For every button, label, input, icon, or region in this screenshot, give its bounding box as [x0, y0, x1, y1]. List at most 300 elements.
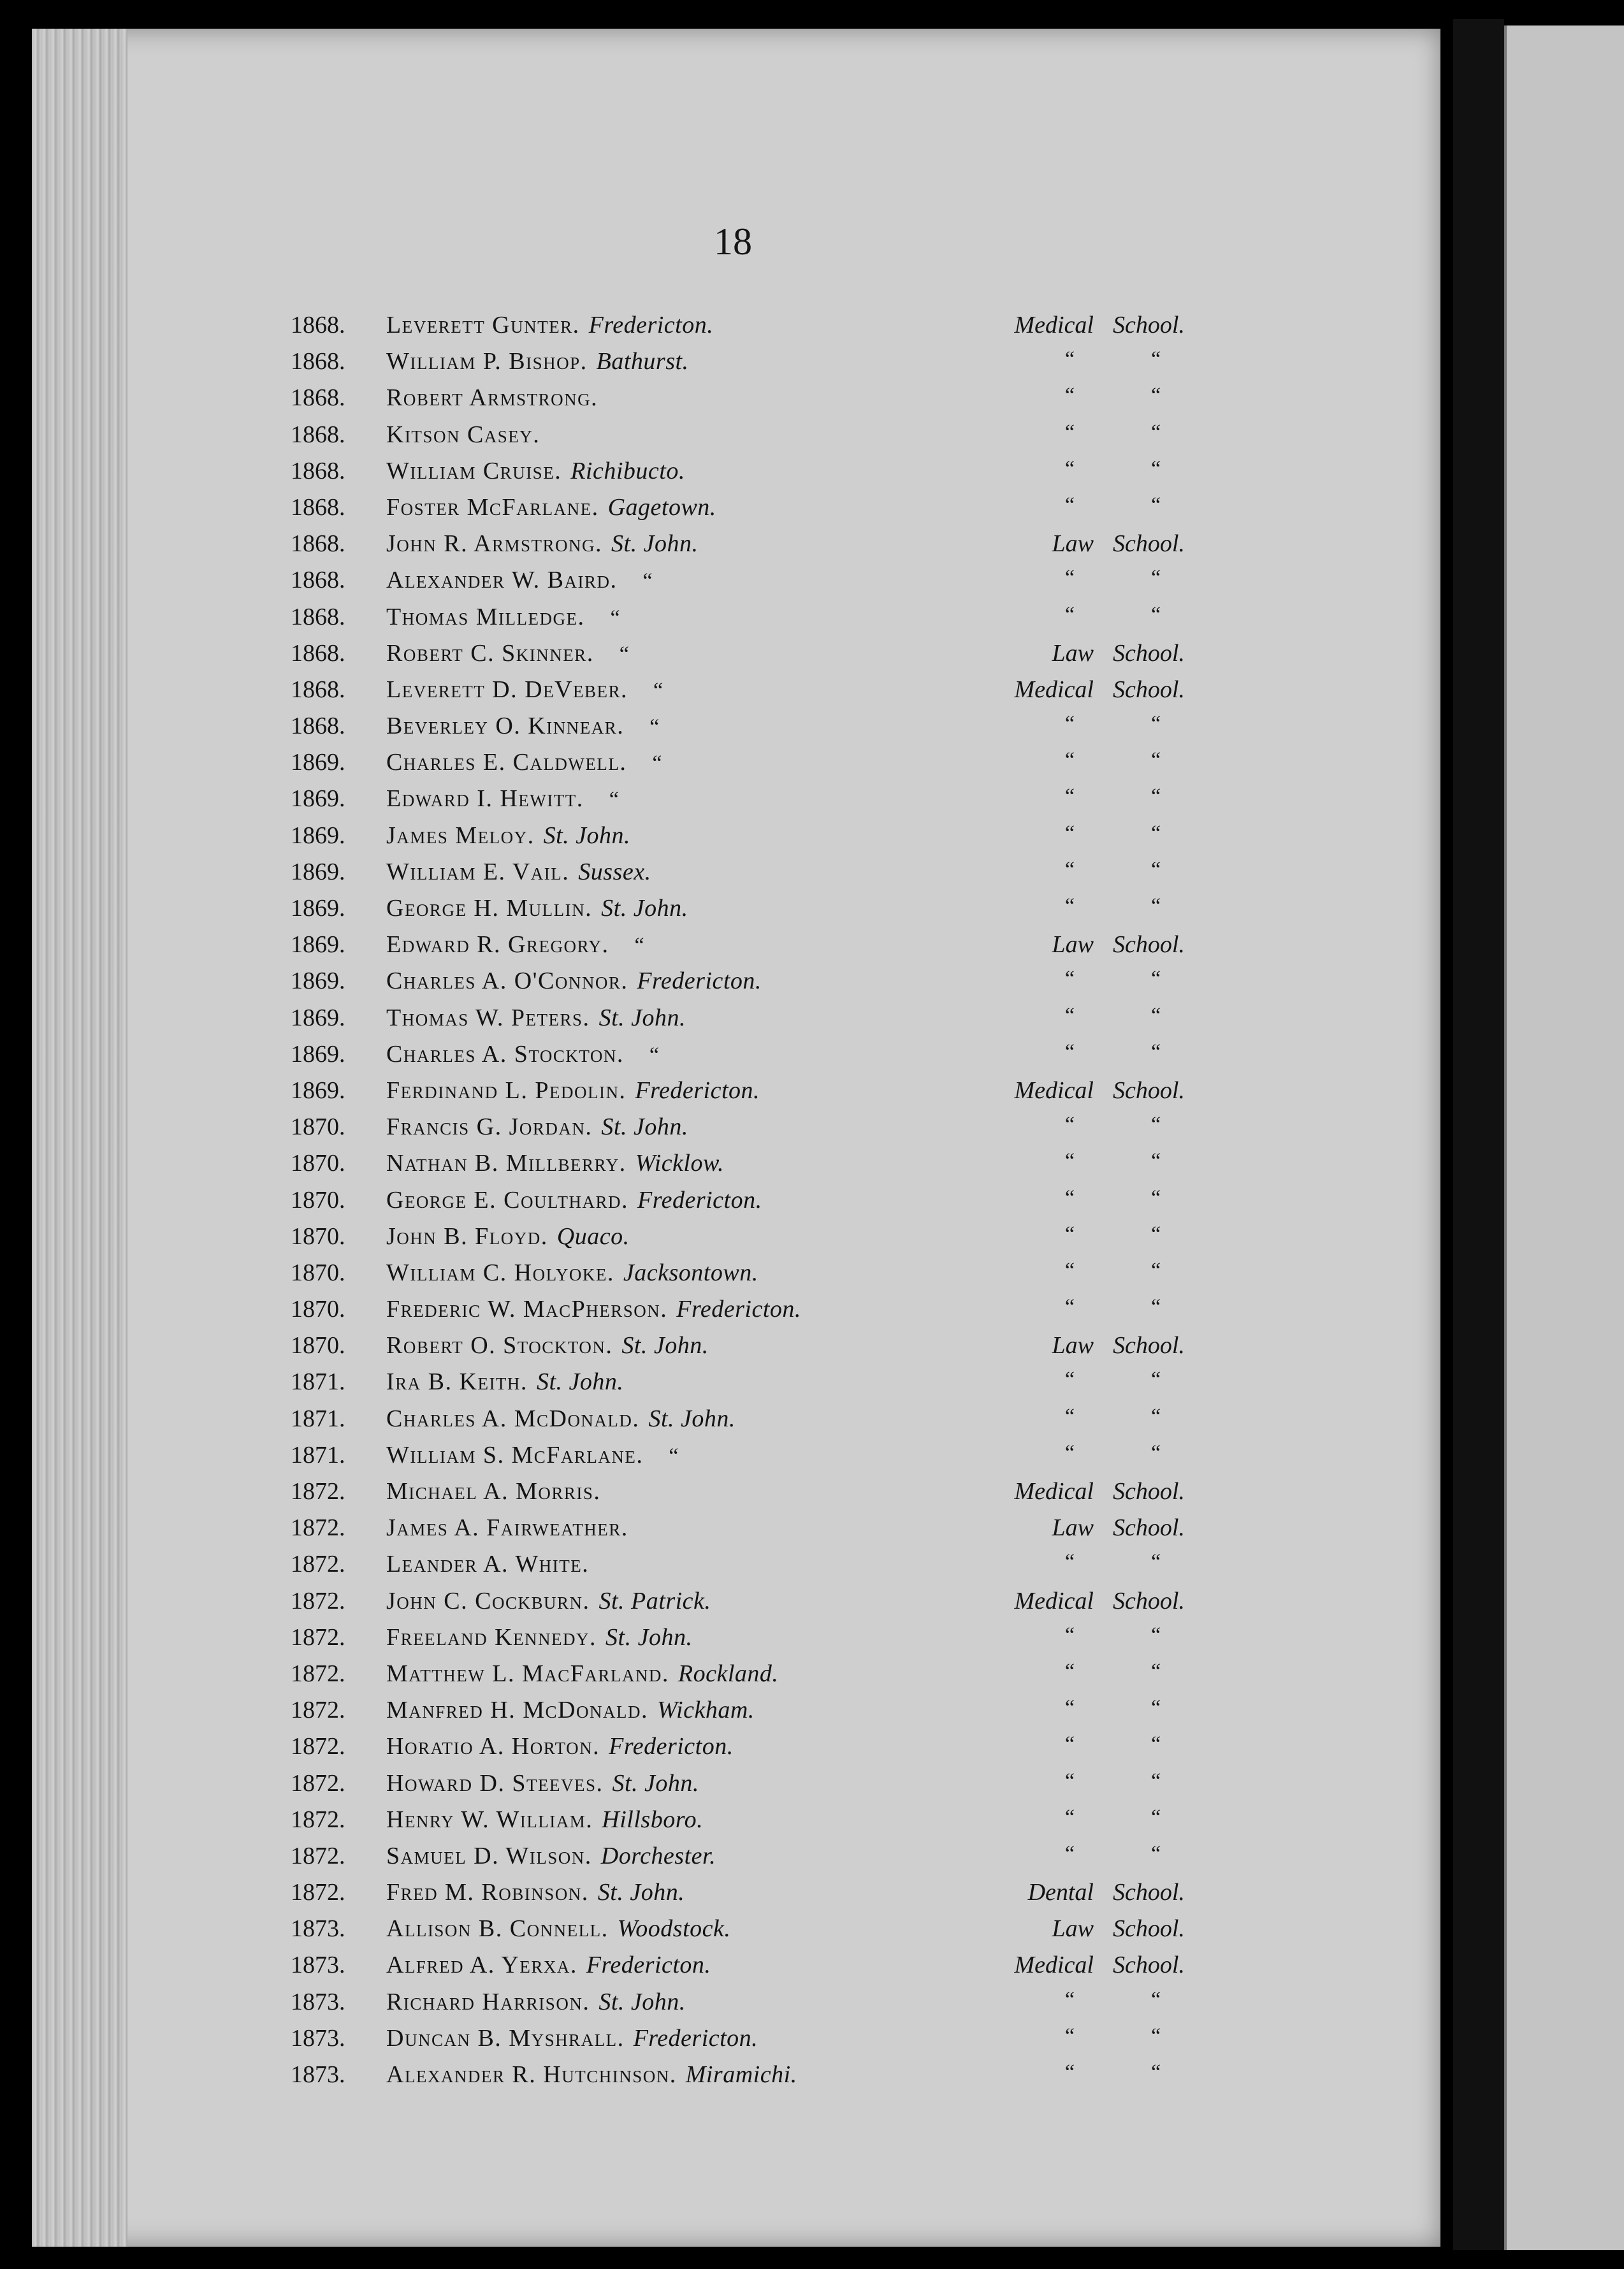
- school-type: “: [1064, 566, 1075, 590]
- school-type: “: [1064, 821, 1075, 845]
- entry-year: 1870.: [291, 1332, 345, 1359]
- entry-name-line: [386, 1295, 801, 1323]
- entry-year: 1868.: [291, 348, 345, 375]
- school-word: “: [1151, 1185, 1161, 1210]
- list-item: [291, 1441, 1247, 1477]
- school-type: Law: [1052, 1915, 1094, 1943]
- entry-year: 1869.: [291, 931, 345, 959]
- entry-place: Fredericton.: [609, 1733, 734, 1760]
- entry-name-line: [386, 1405, 736, 1433]
- school-word: School.: [1113, 1514, 1185, 1542]
- school-word: “: [1151, 1623, 1161, 1647]
- entry-name: William S. McFarlane.: [386, 1441, 644, 1468]
- list-item: [291, 1623, 1247, 1660]
- entry-name: Edward I. Hewitt.: [386, 785, 584, 813]
- school-type: “: [1064, 1040, 1075, 1064]
- entry-place: Wickham.: [656, 1697, 755, 1724]
- entry-place: “: [634, 934, 645, 958]
- list-item: [291, 1587, 1247, 1623]
- entry-year: 1872.: [291, 1623, 345, 1651]
- entry-name-line: [386, 1441, 679, 1469]
- entry-place: Richibucto.: [570, 457, 685, 484]
- entry-place: St. John.: [605, 1623, 693, 1651]
- entry-year: 1873.: [291, 1988, 345, 2015]
- list-item: [291, 1259, 1247, 1295]
- entry-name: John C. Cockburn.: [386, 1587, 590, 1614]
- entry-name-line: [386, 1222, 630, 1250]
- entry-name: George E. Coulthard.: [386, 1186, 628, 1214]
- entry-name: Charles A. Stockton.: [386, 1040, 624, 1068]
- list-item: [291, 457, 1247, 493]
- school-type: “: [1064, 1185, 1075, 1210]
- entry-name: Fred M. Robinson.: [386, 1879, 589, 1906]
- entry-year: 1872.: [291, 1587, 345, 1614]
- entry-name-line: [386, 493, 716, 521]
- entry-name-line: [386, 603, 620, 631]
- list-item: [291, 1696, 1247, 1732]
- list-item: [291, 421, 1247, 457]
- entry-year: 1872.: [291, 1697, 345, 1724]
- entry-place: Dorchester.: [600, 1842, 716, 1869]
- school-type: “: [1064, 1623, 1075, 1647]
- entry-name: William C. Holyoke.: [386, 1259, 614, 1286]
- entry-name: Frederic W. MacPherson.: [386, 1296, 668, 1323]
- entry-year: 1870.: [291, 1186, 345, 1214]
- school-word: “: [1151, 1149, 1161, 1173]
- entry-name: Charles A. O'Connor.: [386, 968, 628, 995]
- entry-name: Charles A. McDonald.: [386, 1405, 640, 1432]
- list-item: [291, 1186, 1247, 1222]
- entry-place: Bathurst.: [596, 348, 689, 375]
- entry-name: Samuel D. Wilson.: [386, 1842, 592, 1869]
- school-word: “: [1151, 2024, 1161, 2048]
- entry-name-line: [386, 421, 540, 449]
- entry-year: 1873.: [291, 2024, 345, 2052]
- entry-year: 1868.: [291, 603, 345, 630]
- entry-name: Nathan B. Millberry.: [386, 1150, 627, 1177]
- list-item: [291, 603, 1247, 639]
- entry-name: Alexander R. Hutchinson.: [386, 2061, 677, 2088]
- entry-place: St. John.: [601, 895, 688, 922]
- school-type: “: [1064, 1003, 1075, 1027]
- school-type: “: [1064, 967, 1075, 991]
- adjacent-page: [1504, 25, 1624, 2250]
- school-word: “: [1151, 2061, 1161, 2084]
- entry-place: Hillsboro.: [602, 1806, 704, 1833]
- entry-name: Ferdinand L. Pedolin.: [386, 1077, 627, 1104]
- entry-name: Freeland Kennedy.: [386, 1623, 597, 1651]
- entry-name-line: [386, 1077, 760, 1105]
- school-type: “: [1064, 1987, 1075, 2012]
- school-type: “: [1064, 857, 1075, 881]
- entry-name: Robert O. Stockton.: [386, 1332, 613, 1359]
- school-type: Dental: [1027, 1879, 1094, 1906]
- entry-year: 1870.: [291, 1296, 345, 1323]
- entry-year: 1873.: [291, 2061, 345, 2088]
- school-type: “: [1064, 1769, 1075, 1793]
- school-word: “: [1151, 1113, 1161, 1137]
- entry-year: 1872.: [291, 1478, 345, 1505]
- entry-place: St. John.: [648, 1405, 736, 1432]
- entry-year: 1868.: [291, 312, 345, 338]
- entry-name: Horatio A. Horton.: [386, 1733, 600, 1760]
- entry-year: 1872.: [291, 1806, 345, 1833]
- school-word: “: [1151, 1696, 1161, 1720]
- school-type: “: [1064, 748, 1075, 772]
- school-word: “: [1151, 1550, 1161, 1574]
- entry-year: 1872.: [291, 1733, 345, 1760]
- entry-year: 1871.: [291, 1441, 345, 1468]
- entry-name-line: [386, 1514, 628, 1542]
- entry-place: St. John.: [598, 1004, 686, 1031]
- entry-year: 1868.: [291, 493, 345, 521]
- entry-year: 1868.: [291, 421, 345, 448]
- entry-year: 1869.: [291, 749, 345, 776]
- school-type: Law: [1052, 931, 1094, 959]
- school-type: Medical: [1014, 676, 1094, 703]
- entry-year: 1872.: [291, 1842, 345, 1869]
- entry-name: Allison B. Connell.: [386, 1915, 609, 1943]
- entry-name-line: [386, 967, 762, 995]
- entry-place: Fredericton.: [637, 1186, 762, 1214]
- entry-name-line: [386, 1806, 703, 1834]
- entry-name-line: [386, 1550, 589, 1578]
- entry-year: 1868.: [291, 567, 345, 594]
- school-word: “: [1151, 1732, 1161, 1757]
- entry-name-line: [386, 566, 653, 594]
- entry-place: Fredericton.: [588, 312, 714, 338]
- list-item: [291, 1660, 1247, 1696]
- entry-name-line: [386, 1004, 686, 1032]
- school-word: School.: [1113, 1952, 1185, 1979]
- school-type: “: [1064, 1295, 1075, 1319]
- entry-name: Matthew L. MacFarland.: [386, 1660, 669, 1687]
- list-item: [291, 384, 1247, 420]
- entry-year: 1869.: [291, 968, 345, 995]
- list-item: [291, 894, 1247, 931]
- list-item: [291, 2061, 1247, 2097]
- entry-name-line: [386, 1878, 685, 1906]
- school-type: “: [1064, 1222, 1075, 1246]
- list-item: [291, 1222, 1247, 1259]
- school-word: “: [1151, 857, 1161, 881]
- list-item: [291, 1550, 1247, 1586]
- entry-place: “: [619, 642, 630, 666]
- entry-place: Wicklow.: [635, 1150, 725, 1177]
- list-item: [291, 1331, 1247, 1368]
- school-word: “: [1151, 602, 1161, 627]
- entry-name-line: [386, 1331, 709, 1359]
- school-word: “: [1151, 785, 1161, 809]
- entry-name-line: [386, 384, 598, 412]
- list-item: [291, 1915, 1247, 1951]
- list-item: [291, 967, 1247, 1003]
- school-word: School.: [1113, 931, 1185, 959]
- school-type: Medical: [1014, 1478, 1094, 1505]
- entry-name: Howard D. Steeves.: [386, 1769, 604, 1797]
- school-word: School.: [1113, 1077, 1185, 1104]
- entry-name: James Meloy.: [386, 822, 535, 849]
- entry-place: St. John.: [621, 1332, 709, 1359]
- entry-name: Beverley O. Kinnear.: [386, 713, 625, 740]
- list-item: [291, 1732, 1247, 1769]
- entry-name-line: [386, 1113, 688, 1141]
- entry-name-line: [386, 858, 651, 886]
- school-type: “: [1064, 1550, 1075, 1574]
- list-item: [291, 566, 1247, 602]
- entry-place: St. John.: [601, 1113, 688, 1141]
- entry-name-line: [386, 1259, 758, 1287]
- school-type: Law: [1052, 1514, 1094, 1542]
- list-item: [291, 1004, 1247, 1040]
- school-type: “: [1064, 1113, 1075, 1137]
- entry-name-line: [386, 894, 688, 922]
- school-word: “: [1151, 1987, 1161, 2012]
- entry-place: St. John.: [543, 822, 631, 849]
- list-item: [291, 1295, 1247, 1331]
- entry-year: 1869.: [291, 1004, 345, 1031]
- list-item: [291, 748, 1247, 785]
- entry-name-line: [386, 1951, 711, 1979]
- entry-name: Henry W. William.: [386, 1806, 593, 1833]
- entry-place: St. John.: [598, 1988, 686, 2015]
- entry-name-line: [386, 748, 662, 776]
- entry-name-line: [386, 1186, 762, 1214]
- school-word: “: [1151, 748, 1161, 772]
- entry-name-line: [386, 1587, 711, 1615]
- school-word: “: [1151, 1841, 1161, 1866]
- list-item: [291, 639, 1247, 676]
- entry-year: 1869.: [291, 822, 345, 849]
- entry-year: 1871.: [291, 1405, 345, 1432]
- entry-name-line: [386, 931, 644, 959]
- school-word: “: [1151, 894, 1161, 918]
- entry-year: 1870.: [291, 1113, 345, 1141]
- entry-name: John B. Floyd.: [386, 1222, 548, 1250]
- entry-place: “: [649, 1043, 660, 1067]
- school-word: School.: [1113, 1879, 1185, 1906]
- entry-name: Francis G. Jordan.: [386, 1113, 593, 1141]
- list-item: [291, 1040, 1247, 1077]
- entry-name: Leverett D. DeVeber.: [386, 676, 628, 703]
- school-word: “: [1151, 384, 1161, 408]
- entry-year: 1869.: [291, 858, 345, 885]
- entry-name: Richard Harrison.: [386, 1988, 590, 2015]
- entry-place: “: [642, 569, 653, 593]
- entry-name-line: [386, 311, 713, 339]
- entry-name: Alfred A. Yerxa.: [386, 1952, 577, 1979]
- entry-name: Thomas Milledge.: [386, 603, 585, 630]
- school-type: “: [1064, 894, 1075, 918]
- school-word: “: [1151, 1258, 1161, 1282]
- entry-name-line: [386, 347, 689, 375]
- school-word: “: [1151, 1659, 1161, 1683]
- entry-name-line: [386, 639, 629, 667]
- school-type: “: [1064, 420, 1075, 444]
- entry-year: 1872.: [291, 1879, 345, 1906]
- school-word: School.: [1113, 1587, 1185, 1614]
- entry-name-line: [386, 1769, 699, 1797]
- list-item: [291, 676, 1247, 712]
- entry-name-line: [386, 1477, 600, 1505]
- school-type: “: [1064, 2024, 1075, 2048]
- school-word: “: [1151, 1040, 1161, 1064]
- school-type: “: [1064, 602, 1075, 627]
- entry-name: John R. Armstrong.: [386, 530, 603, 558]
- entry-year: 1872.: [291, 1769, 345, 1797]
- school-type: “: [1064, 347, 1075, 372]
- school-type: “: [1064, 1732, 1075, 1757]
- entry-name: Michael A. Morris.: [386, 1478, 601, 1505]
- entry-name: Thomas W. Peters.: [386, 1004, 590, 1031]
- school-type: Medical: [1014, 1077, 1094, 1104]
- entry-year: 1869.: [291, 1077, 345, 1104]
- school-word: “: [1151, 1368, 1161, 1392]
- entry-name: Robert Armstrong.: [386, 384, 598, 412]
- list-item: [291, 493, 1247, 530]
- entry-place: St. John.: [597, 1879, 685, 1906]
- entry-name-line: [386, 1842, 716, 1870]
- entry-year: 1872.: [291, 1514, 345, 1542]
- entry-name-line: [386, 457, 685, 485]
- school-word: School.: [1113, 639, 1185, 667]
- entry-place: “: [653, 678, 663, 702]
- entry-year: 1870.: [291, 1150, 345, 1177]
- list-item: [291, 311, 1247, 347]
- entry-year: 1868.: [291, 676, 345, 703]
- entry-place: Fredericton.: [637, 968, 762, 995]
- school-type: Medical: [1014, 1952, 1094, 1979]
- entry-name-line: [386, 822, 630, 850]
- list-item: [291, 785, 1247, 821]
- school-word: “: [1151, 1769, 1161, 1793]
- list-item: [291, 347, 1247, 384]
- entry-name-line: [386, 1368, 623, 1396]
- school-word: School.: [1113, 1478, 1185, 1505]
- list-item: [291, 1113, 1247, 1149]
- entry-year: 1869.: [291, 1040, 345, 1068]
- entry-place: “: [609, 788, 620, 812]
- school-word: “: [1151, 821, 1161, 845]
- entry-place: Jacksontown.: [623, 1259, 758, 1286]
- school-type: “: [1064, 712, 1075, 736]
- entry-year: 1872.: [291, 1660, 345, 1687]
- entry-name-line: [386, 785, 619, 813]
- entry-name: Robert C. Skinner.: [386, 639, 594, 667]
- list-item: [291, 1842, 1247, 1878]
- entry-name-line: [386, 712, 660, 740]
- list-item: [291, 1988, 1247, 2024]
- entry-name-line: [386, 2061, 797, 2089]
- list-item: [291, 1368, 1247, 1404]
- school-type: “: [1064, 1696, 1075, 1720]
- entry-year: 1872.: [291, 1551, 345, 1578]
- entry-name: Alexander W. Baird.: [386, 567, 618, 594]
- entry-place: Miramichi.: [685, 2061, 797, 2088]
- list-item: [291, 530, 1247, 566]
- list-item: [291, 1149, 1247, 1185]
- school-type: “: [1064, 1805, 1075, 1829]
- school-word: “: [1151, 1404, 1161, 1428]
- page-edges: [32, 29, 127, 2247]
- entry-name-line: [386, 1988, 686, 2016]
- school-word: “: [1151, 1003, 1161, 1027]
- school-type: Law: [1052, 1332, 1094, 1359]
- entry-name: Manfred H. McDonald.: [386, 1697, 648, 1724]
- entry-name-line: [386, 530, 698, 558]
- entry-year: 1868.: [291, 457, 345, 484]
- entry-year: 1870.: [291, 1222, 345, 1250]
- entry-name: William Cruise.: [386, 457, 562, 484]
- entry-year: 1871.: [291, 1368, 345, 1396]
- entry-year: 1868.: [291, 384, 345, 412]
- school-word: “: [1151, 420, 1161, 444]
- school-type: “: [1064, 1659, 1075, 1683]
- school-type: “: [1064, 493, 1075, 517]
- entry-year: 1873.: [291, 1915, 345, 1943]
- entry-place: Gagetown.: [607, 493, 716, 521]
- school-word: School.: [1113, 1332, 1185, 1359]
- entry-place: Fredericton.: [586, 1952, 711, 1979]
- list-item: [291, 858, 1247, 894]
- school-type: “: [1064, 1404, 1075, 1428]
- book-gutter: [1453, 19, 1504, 2250]
- school-word: “: [1151, 1805, 1161, 1829]
- school-word: “: [1151, 1295, 1161, 1319]
- graduate-list: [291, 311, 1247, 2097]
- school-type: “: [1064, 1440, 1075, 1465]
- entry-place: Fredericton.: [676, 1296, 801, 1323]
- entry-place: St. Patrick.: [598, 1587, 711, 1614]
- list-item: [291, 1769, 1247, 1806]
- entry-place: St. John.: [611, 530, 699, 558]
- school-word: “: [1151, 566, 1161, 590]
- school-word: “: [1151, 1440, 1161, 1465]
- entry-year: 1868.: [291, 639, 345, 667]
- entry-place: “: [652, 751, 662, 776]
- school-word: School.: [1113, 530, 1185, 558]
- school-word: School.: [1113, 676, 1185, 703]
- school-type: “: [1064, 1149, 1075, 1173]
- school-type: Medical: [1014, 312, 1094, 338]
- entry-place: Sussex.: [578, 858, 651, 885]
- entry-place: Quaco.: [556, 1222, 630, 1250]
- list-item: [291, 1951, 1247, 1987]
- page-number: 18: [714, 221, 752, 263]
- school-type: “: [1064, 785, 1075, 809]
- school-word: “: [1151, 1222, 1161, 1246]
- school-word: School.: [1113, 1915, 1185, 1943]
- entry-name: Leverett Gunter.: [386, 312, 580, 338]
- entry-place: Woodstock.: [617, 1915, 731, 1943]
- school-word: “: [1151, 712, 1161, 736]
- entry-place: “: [610, 605, 621, 630]
- school-word: “: [1151, 456, 1161, 481]
- entry-year: 1868.: [291, 530, 345, 558]
- entry-year: 1873.: [291, 1952, 345, 1979]
- entry-name-line: [386, 1915, 730, 1943]
- entry-year: 1869.: [291, 895, 345, 922]
- entry-name: Charles E. Caldwell.: [386, 749, 627, 776]
- entry-name: George H. Mullin.: [386, 895, 593, 922]
- entry-year: 1868.: [291, 713, 345, 740]
- school-type: “: [1064, 456, 1075, 481]
- list-item: [291, 1405, 1247, 1441]
- list-item: [291, 1806, 1247, 1842]
- school-word: “: [1151, 967, 1161, 991]
- entry-name-line: [386, 1696, 755, 1724]
- school-word: “: [1151, 347, 1161, 372]
